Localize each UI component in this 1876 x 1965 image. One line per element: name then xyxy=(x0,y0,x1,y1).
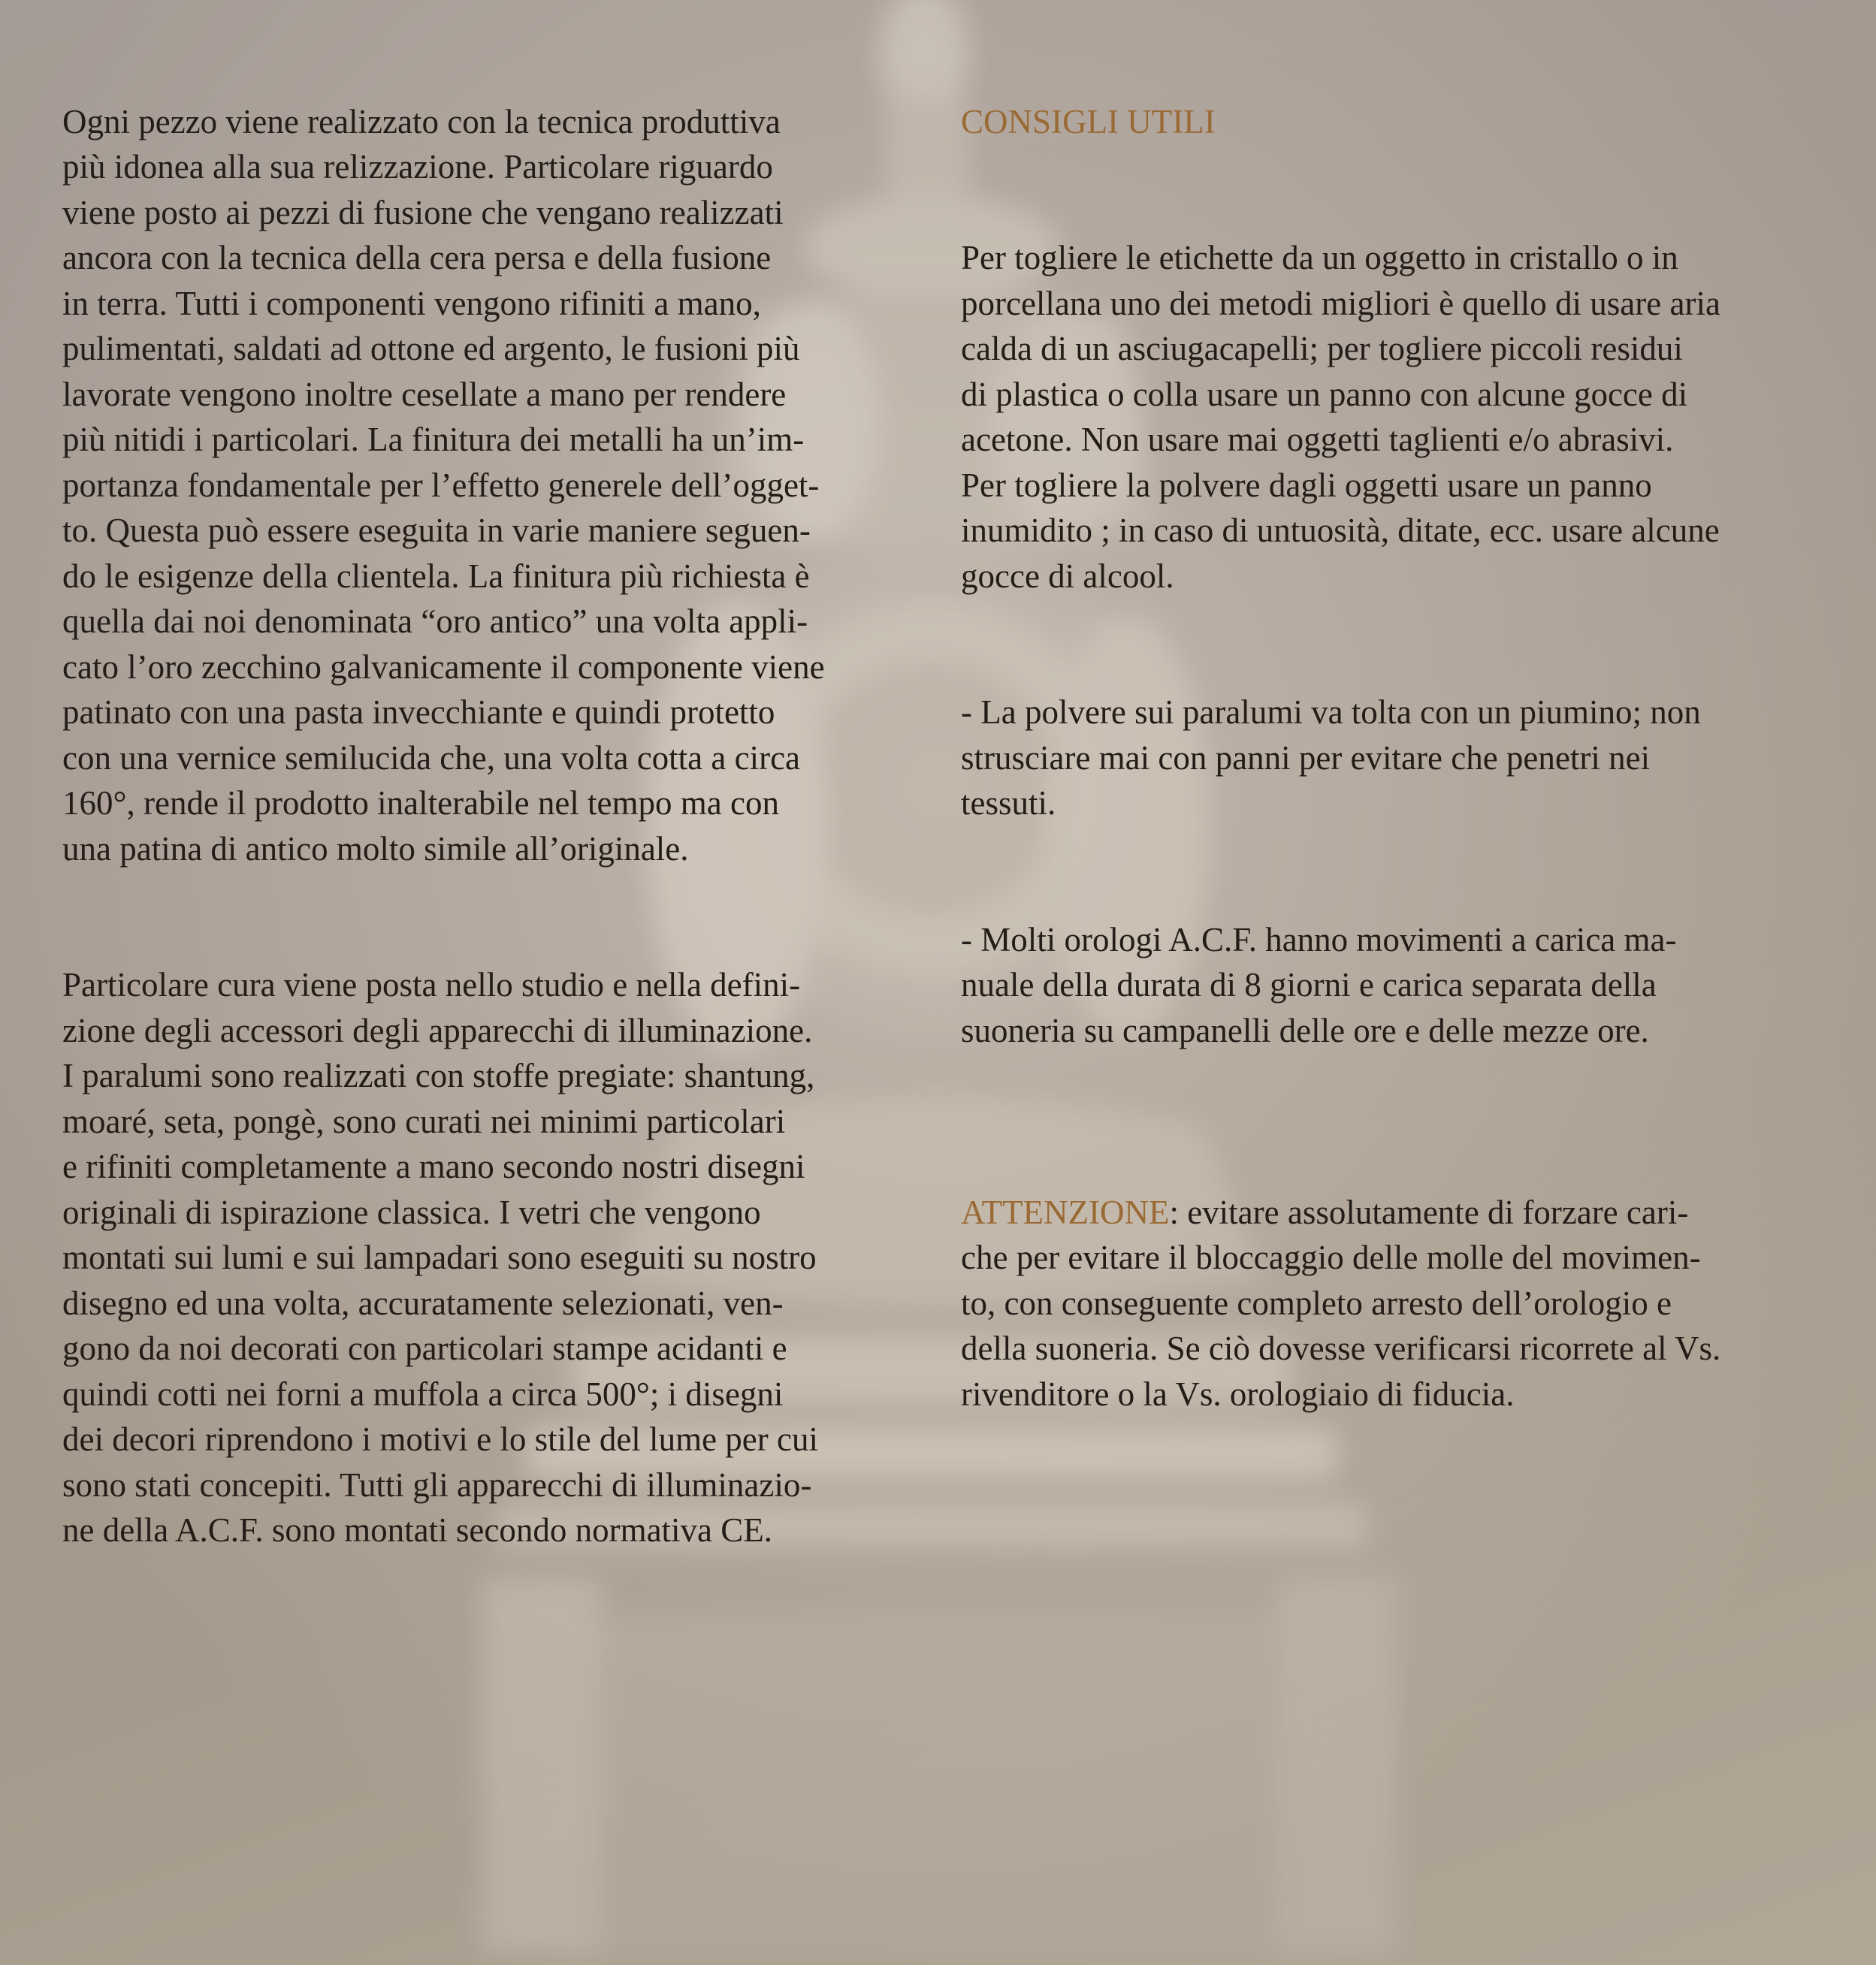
right-column xyxy=(961,53,1847,1462)
warning-text: : evitare assolutamente di forzare cari- che per evitare il bloccaggio delle molle del movimen- to, con conseguente completo arresto dell’orologio e della suoneria. Se ciò dovesse verificarsi ricorrete al Vs. rivenditore o la Vs. orologiaio di fiducia. xyxy=(961,1193,1721,1413)
section-heading: CONSIGLI UTILI xyxy=(961,102,1216,140)
intro-paragraph: Ogni pezzo viene realizzato con la tecnica produttiva più idonea alla sua relizzazione. Particolare riguardo viene posto ai pezzi di fusione che vengano realizzati ancora con la tecnica della cera persa e della fusione in terra. Tutti i componenti vengono rifiniti a mano, pulimentati, saldati ad ottone ed argento, le fusioni più lavorate vengono inoltre cesellate a mano per rendere più nitidi i particolari. La finitura dei metalli ha un’im- portanza fondamentale per l’effetto generele dell’ogget- to. Questa può essere eseguita in varie maniere seguen- do le esigenze della clientela. La finitura più richiesta è quella dai noi denominata “oro antico” una volta appli- cato l’oro zecchino galvanicamente il componente viene patinato con una pasta invecchiante e quindi protetto con una vernice semilucida che, una volta cotta a circa 160°, rende il prodotto inalterabile nel tempo ma con una patina di antico molto simile all’originale. xyxy=(62,102,825,868)
warning-paragraph xyxy=(961,1190,1847,1417)
warning-label: ATTENZIONE xyxy=(961,1193,1170,1231)
labels-cleaning-paragraph: Per togliere le etichette da un oggetto in cristallo o in porcellana uno dei metodi migliori è quello di usare aria calda di un asciugacapelli; per togliere piccoli residui di plastica o colla usare un panno con alcune gocce di acetone. Non usare mai oggetti taglienti e/o abrasivi. Per togliere la polvere dagli oggetti usare un panno inumidito ; in caso di untuosità, ditate, ecc. usare alcune gocce di alcool. xyxy=(961,239,1720,595)
clock-movement-paragraph: - Molti orologi A.C.F. hanno movimenti a carica ma- nuale della durata di 8 giorni e carica separata della suoneria su campanelli delle ore e delle mezze ore. xyxy=(961,920,1677,1049)
lighting-accessories-paragraph: Particolare cura viene posta nello studio e nella defini- zione degli accessori degli apparecchi di illuminazione. I paralumi sono realizzati con stoffe pregiate: shantung, moaré, seta, pongè, sono curati nei minimi particolari e rifiniti completamente a mano secondo nostri disegni originali di ispirazione classica. I vetri che vengono montati sui lumi e sui lampadari sono eseguiti su nostro disegno ed una volta, accuratamente selezionati, ven- gono da noi decorati con particolari stampe acidanti e quindi cotti nei forni a muffola a circa 500°; i disegni dei decori riprendono i motivi e lo stile del lume per cui sono stati concepiti. Tutti gli apparecchi di illuminazio- ne della A.C.F. sono montati secondo normativa CE. xyxy=(62,966,818,1549)
lampshade-dust-paragraph: - La polvere sui paralumi va tolta con un piumino; non strusciare mai con panni per evitare che penetri nei tessuti. xyxy=(961,693,1701,822)
left-column xyxy=(62,53,934,1598)
